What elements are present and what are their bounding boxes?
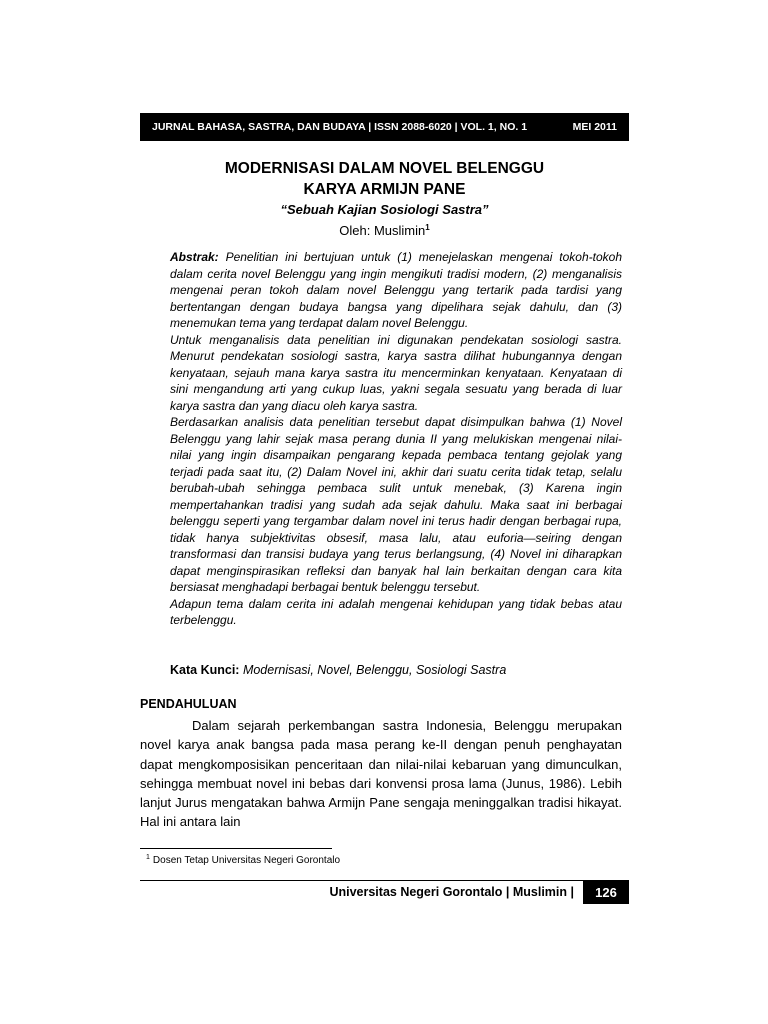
keywords (170, 662, 506, 679)
article-title-line-1: MODERNISASI DALAM NOVEL BELENGGU (224, 160, 545, 177)
article-title-line-2: KARYA ARMIJN PANE (303, 181, 466, 198)
abstract-paragraph-4: Adapun tema dalam cerita ini adalah mengenai kehidupan yang tidak bebas atau terbelenggu. (170, 596, 622, 627)
abstract-paragraph-1 (170, 249, 622, 332)
section-heading-introduction: PENDAHULUAN (140, 697, 237, 711)
article-subtitle: “Sebuah Kajian Sosiologi Sastra” (280, 202, 489, 217)
footer-text: Universitas Negeri Gorontalo | Muslimin | (329, 885, 574, 899)
abstract-label: Abstrak: (170, 250, 219, 264)
abstract (170, 249, 622, 629)
keywords-value: Modernisasi, Novel, Belenggu, Sosiologi Sastra (242, 663, 507, 677)
journal-header-bar (140, 113, 629, 141)
abstract-paragraph-2: Untuk menganalisis data penelitian ini digunakan pendekatan sosiologi sastra. Menurut pendekatan sosiologi sastra, karya sastra dilihat hubungannya dengan kenyataan, sejauh mana karya sastra itu mencerminkan kenyataan. Kenyataan di sini mengandung arti yang cukup luas, yakni segala sesuatu yang berada di luar karya sastra dan yang diacu oleh karya sastra. (170, 332, 622, 413)
footnote-divider (140, 848, 332, 849)
footnote-mark: 1 (146, 854, 150, 861)
author-name: Oleh: Muslimin (339, 223, 426, 238)
footnote-text: Dosen Tetap Universitas Negeri Gorontalo (152, 855, 341, 866)
author-line (140, 219, 629, 240)
author-footnote-mark: 1 (425, 223, 430, 232)
footnote (146, 854, 340, 866)
abstract-text-1: Penelitian ini bertujuan untuk (1) menejelaskan mengenai tokoh-tokoh dalam cerita novel Belenggu yang ingin mengikuti tradisi modern, (2) menganalisis mengenai peran tokoh dalam novel Belenggu yang tertarik pada tardisi yang bertentangan dengan budaya bangsa yang dipelihara sejak dahulu, dan (3) menemukan tema yang terdapat dalam novel Belenggu. (170, 250, 622, 330)
keywords-label: Kata Kunci: (170, 663, 240, 677)
title-block (140, 158, 629, 240)
introduction-paragraph (140, 716, 622, 832)
page-number: 126 (583, 880, 629, 904)
abstract-paragraph-3: Berdasarkan analisis data penelitian tersebut dapat disimpulkan bahwa (1) Novel Belenggu yang lahir sejak masa perang dunia II yang melukiskan mengenai nilai-nilai yang ingin disampaikan pengarang kepada pembaca tentang gejolak yang terjadi pada saat itu, (2) Dalam Novel ini, akhir dari suatu cerita tidak tetap, selalu berubah-ubah sehingga pembaca sulit untuk menebak, (3) Karena ingin mempertahankan tradisi yang sudah ada sejak dahulu. Maka saat ini berbagai belenggu seperti yang tergambar dalam novel ini terus hadir dengan berbagai rupa, tidak hanya subjektivitas obsesif, masa lalu, atau euforia—seiring dengan transformasi dan transisi budaya yang terus berlangsung, (4) Novel ini diharapkan dapat menginspirasikan refleksi dan banyak hal lain berkaitan dengan cara kita bersiasat menghadapi berbagai bentuk belenggu tersebut. (170, 415, 622, 594)
journal-header-text: JURNAL BAHASA, SASTRA, DAN BUDAYA | ISSN 2088-6020 | VOL. 1, NO. 1 (152, 121, 528, 133)
introduction-text: Dalam sejarah perkembangan sastra Indonesia, Belenggu merupakan novel karya anak bangsa pada masa perang ke-II dengan penuh penghayatan dapat mengkomposisikan penceritaan dan nilai-nilai kebaruan yang dimunculkan, sehingga membuat novel ini bebas dari konvensi prosa lama (Junus, 1986). Lebih lanjut Jurus mengatakan bahwa Armijn Pane sengaja meninggalkan tradisi hikayat. Hal ini antara lain (140, 718, 622, 830)
footer-divider (140, 880, 629, 881)
journal-header-date: MEI 2011 (572, 121, 617, 133)
